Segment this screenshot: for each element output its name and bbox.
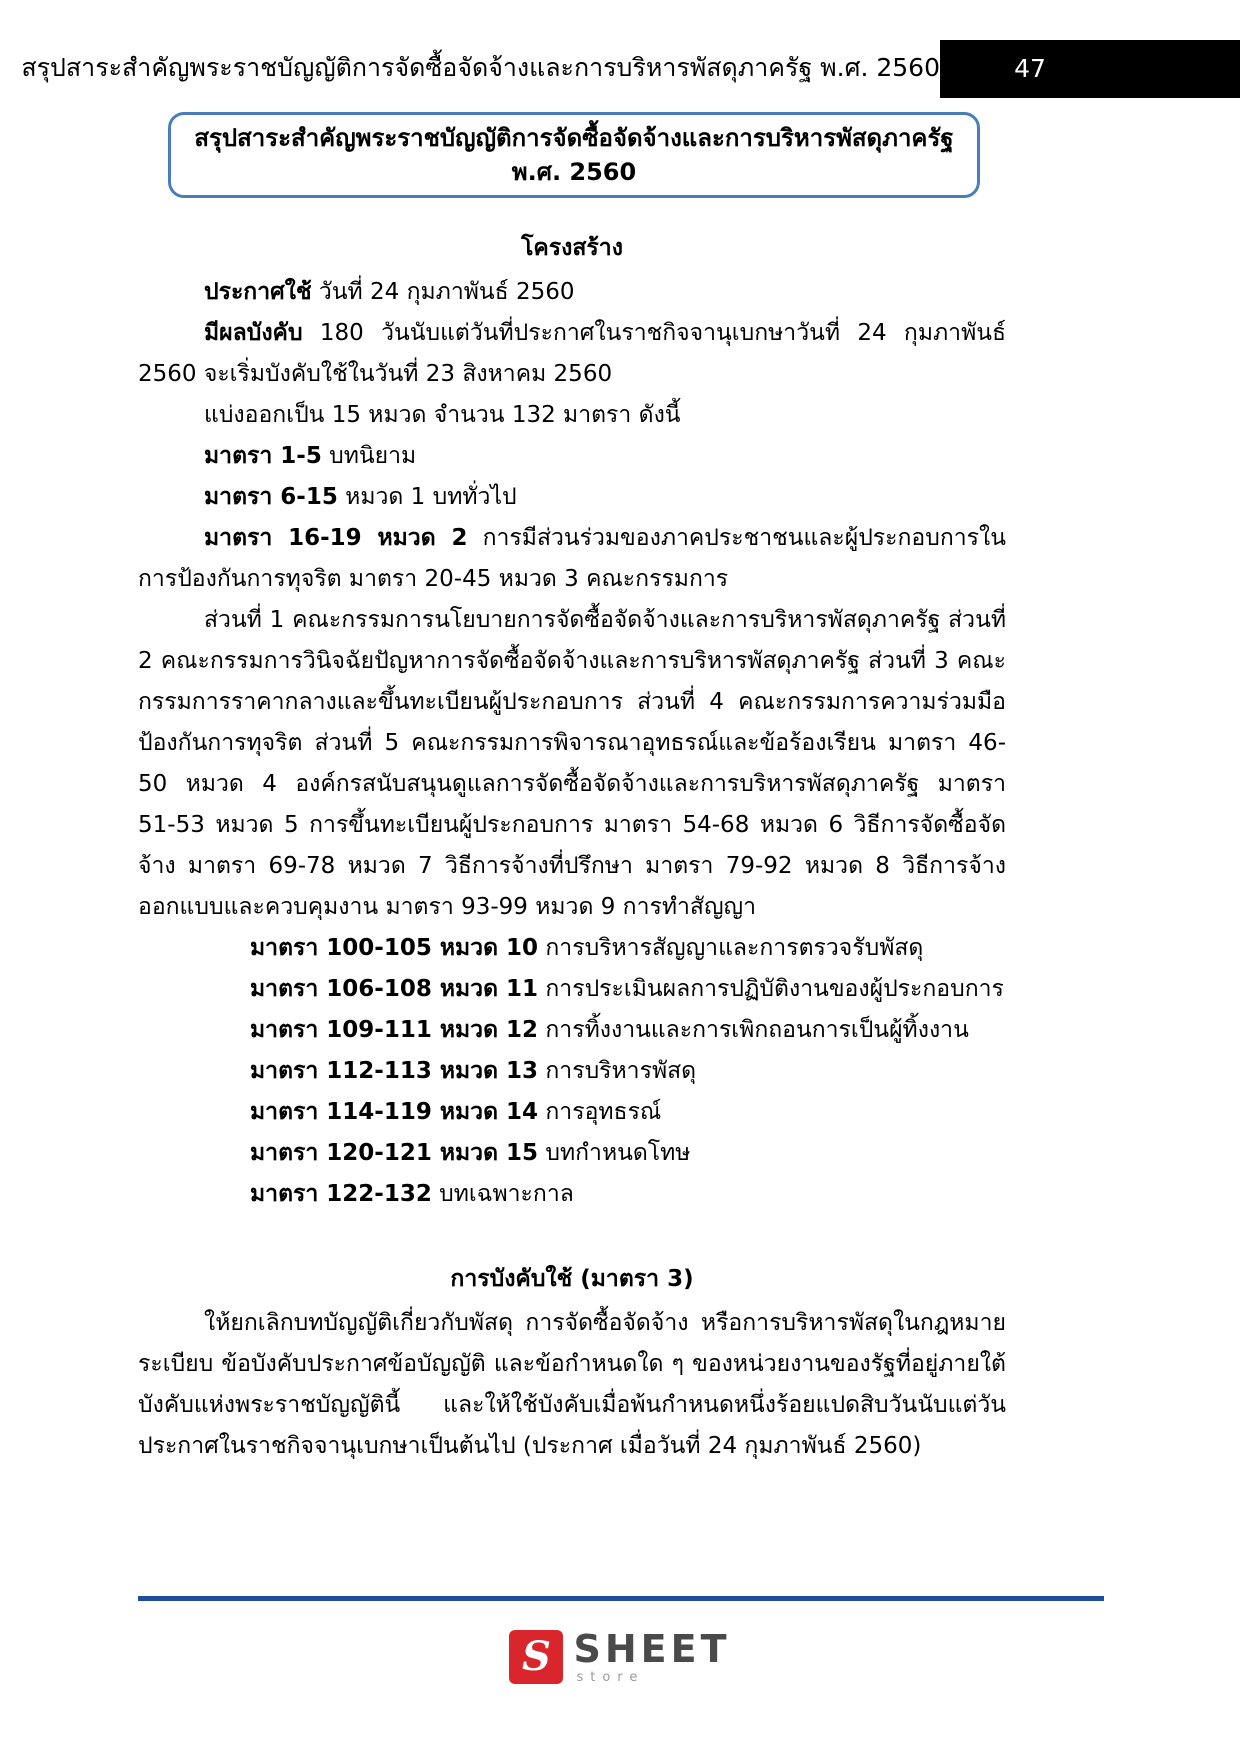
- chapter-label: มาตรา 16-19 หมวด 2: [204, 525, 468, 551]
- divide-line: [138, 395, 1006, 436]
- article-text: การบริหารพัสดุ: [545, 1058, 697, 1084]
- article-label: มาตรา 122-132: [250, 1181, 432, 1207]
- article-text: บทเฉพาะกาล: [439, 1181, 574, 1207]
- article-list-item: [138, 928, 1006, 969]
- article-list-item: [138, 1051, 1006, 1092]
- logo-wordmark: [573, 1627, 731, 1685]
- document-body: [138, 228, 1006, 1467]
- chapter-paragraph: [138, 518, 1006, 600]
- article-text: การประเมินผลการปฏิบัติงานของผู้ประกอบการ: [545, 976, 1004, 1002]
- article-list-item: [138, 1133, 1006, 1174]
- running-header-title: สรุปสาระสำคัญพระราชบัญญัติการจัดซื้อจัดจ้างและการบริหารพัสดุภาครัฐ พ.ศ. 2560: [21, 53, 940, 82]
- article-label: มาตรา 114-119 หมวด 14: [250, 1099, 539, 1125]
- document-title-box: [168, 112, 980, 198]
- section-heading-structure: โครงสร้าง: [521, 235, 623, 261]
- running-header: [0, 40, 1240, 98]
- chapter-line: [138, 436, 1006, 477]
- logo-letter: S: [522, 1633, 551, 1680]
- chapter-label: มาตรา 1-5: [204, 443, 322, 469]
- chapter-text: การมีส่วนร่วมของภาคประชาชนและผู้ประกอบการในการป้องกันการทุจริต มาตรา 20-45 หมวด 3 คณะกรรมการ: [138, 525, 1006, 592]
- page-number: 47: [1014, 54, 1046, 83]
- article-label: มาตรา 112-113 หมวด 13: [250, 1058, 539, 1084]
- section-heading-enforcement: การบังคับใช้ (มาตรา 3): [450, 1266, 694, 1292]
- divide-text: แบ่งออกเป็น 15 หมวด จำนวน 132 มาตรา ดังนี้: [204, 402, 681, 428]
- chapter-line: [138, 477, 1006, 518]
- announce-label: ประกาศใช้: [204, 279, 312, 305]
- article-label: มาตรา 109-111 หมวด 12: [250, 1017, 539, 1043]
- enforcement-paragraph: ให้ยกเลิกบทบัญญัติเกี่ยวกับพัสดุ การจัดซื้อจัดจ้าง หรือการบริหารพัสดุในกฎหมาย ระเบียบ ข้อบังคับประกาศข้อบัญญัติ และข้อกำหนดใด ๆ ของหน่วยงานของรัฐที่อยู่ภายใต้บังคับแห่งพระราชบัญญัตินี้ และให้ใช้บังคับเมื่อพ้นกำหนดหนึ่งร้อยแปดสิบวันนับแต่วันประกาศในราชกิจจานุเบกษาเป็นต้นไป (ประกาศ เมื่อวันที่ 24 กุมภาพันธ์ 2560): [138, 1310, 1006, 1459]
- sheet-store-logo-icon: [509, 1630, 563, 1684]
- announce-text: วันที่ 24 กุมภาพันธ์ 2560: [318, 279, 575, 305]
- article-list-item: [138, 1092, 1006, 1133]
- footer-divider: [138, 1596, 1104, 1601]
- article-text: บทกำหนดโทษ: [545, 1140, 691, 1166]
- effect-text: 180 วันนับแต่วันที่ประกาศในราชกิจจานุเบกษาวันที่ 24 กุมภาพันธ์ 2560 จะเริ่มบังคับใช้ในวันที่ 23 สิงหาคม 2560: [138, 320, 1006, 387]
- article-label: มาตรา 100-105 หมวด 10: [250, 935, 539, 961]
- chapter-text: บทนิยาม: [329, 443, 417, 469]
- committee-paragraph: ส่วนที่ 1 คณะกรรมการนโยบายการจัดซื้อจัดจ้างและการบริหารพัสดุภาครัฐ ส่วนที่ 2 คณะกรรมการวินิจฉัยปัญหาการจัดซื้อจัดจ้างและการบริหารพัสดุภาครัฐ ส่วนที่ 3 คณะกรรมการราคากลางและขึ้นทะเบียนผู้ประกอบการ ส่วนที่ 4 คณะกรรมการความร่วมมือป้องกันการทุจริต ส่วนที่ 5 คณะกรรมการพิจารณาอุทธรณ์และข้อร้องเรียน มาตรา 46-50 หมวด 4 องค์กรสนับสนุนดูแลการจัดซื้อจัดจ้างและการบริหารพัสดุภาครัฐ มาตรา 51-53 หมวด 5 การขึ้นทะเบียนผู้ประกอบการ มาตรา 54-68 หมวด 6 วิธีการจัดซื้อจัดจ้าง มาตรา 69-78 หมวด 7 วิธีการจ้างที่ปรึกษา มาตรา 79-92 หมวด 8 วิธีการจ้างออกแบบและควบคุมงาน มาตรา 93-99 หมวด 9 การทำสัญญา: [138, 607, 1006, 920]
- article-list-item: [138, 1174, 1006, 1215]
- article-label: มาตรา 106-108 หมวด 11: [250, 976, 539, 1002]
- article-list-item: [138, 1010, 1006, 1051]
- article-label: มาตรา 120-121 หมวด 15: [250, 1140, 539, 1166]
- chapter-text: หมวด 1 บททั่วไป: [345, 484, 517, 510]
- document-title: สรุปสาระสำคัญพระราชบัญญัติการจัดซื้อจัดจ้างและการบริหารพัสดุภาครัฐ พ.ศ. 2560: [194, 124, 954, 186]
- announce-line: [138, 272, 1006, 313]
- chapter-label: มาตรา 6-15: [204, 484, 338, 510]
- logo-name: SHEET: [573, 1627, 731, 1671]
- footer-logo: [0, 1627, 1240, 1685]
- logo-subtitle: store: [576, 1670, 645, 1685]
- effect-paragraph: [138, 313, 1006, 395]
- article-text: การอุทธรณ์: [545, 1099, 662, 1125]
- article-text: การทิ้งงานและการเพิกถอนการเป็นผู้ทิ้งงาน: [545, 1017, 969, 1043]
- article-list-item: [138, 969, 1006, 1010]
- effect-label: มีผลบังคับ: [204, 320, 303, 346]
- article-text: การบริหารสัญญาและการตรวจรับพัสดุ: [545, 935, 924, 961]
